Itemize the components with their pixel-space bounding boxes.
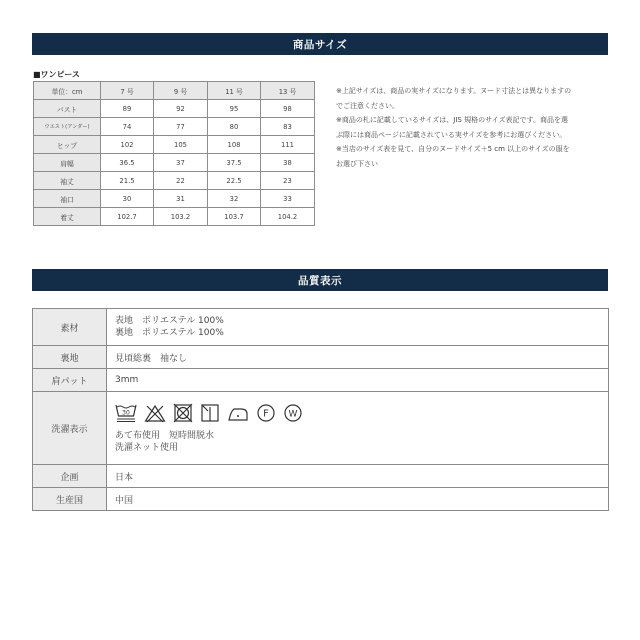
quality-label: 生産国: [33, 488, 107, 511]
measure-value: 104.2: [261, 208, 315, 226]
garment-type-label: ■ワンピース: [33, 70, 80, 79]
size-table-row: [34, 118, 315, 136]
quality-row-material: [33, 309, 609, 346]
size-table-row: [34, 208, 315, 226]
quality-table: [32, 308, 609, 511]
size-notes: [336, 84, 612, 172]
measure-value: 31: [154, 190, 208, 208]
measure-value: 38: [261, 154, 315, 172]
dry-clean-f-icon: [256, 403, 276, 423]
size-section-title: 商品サイズ: [292, 38, 348, 51]
quality-label: 肩パット: [33, 369, 107, 392]
measure-value: 21.5: [101, 172, 154, 190]
quality-row-shoulder-pad: [33, 369, 609, 392]
quality-row-planning: [33, 465, 609, 488]
measure-value: 83: [261, 118, 315, 136]
wash-temp-text: 30: [122, 409, 130, 417]
measure-value: 111: [261, 136, 315, 154]
measure-value: 33: [261, 190, 315, 208]
measure-value: 80: [208, 118, 261, 136]
measure-value: 22: [154, 172, 208, 190]
size-col-header: 9 号: [154, 82, 208, 100]
measure-label: バスト: [34, 100, 101, 118]
quality-label: 素材: [33, 309, 107, 346]
size-col-header: 11 号: [208, 82, 261, 100]
measure-value: 23: [261, 172, 315, 190]
measure-value: 32: [208, 190, 261, 208]
measure-value: 37: [154, 154, 208, 172]
quality-value: [107, 309, 609, 346]
size-unit-header: 単位：cm: [34, 82, 101, 100]
size-table-row: [34, 154, 315, 172]
care-note-line: あて布使用 短時間脱水: [115, 431, 215, 441]
measure-label: 袖丈: [34, 172, 101, 190]
quality-section-title: 品質表示: [298, 274, 342, 287]
measure-value: 102.7: [101, 208, 154, 226]
measure-value: 103.2: [154, 208, 208, 226]
quality-value: 日本: [107, 465, 609, 488]
size-section-banner: [32, 33, 608, 55]
measure-label: 袖口: [34, 190, 101, 208]
size-table-row: [34, 100, 315, 118]
care-note-line: 洗濯ネット使用: [115, 443, 179, 453]
size-note-line: でご注意ください。: [336, 101, 399, 110]
quality-section-banner: [32, 269, 608, 291]
measure-value: 105: [154, 136, 208, 154]
measure-value: 92: [154, 100, 208, 118]
measure-label: 肩幅: [34, 154, 101, 172]
quality-label: 洗濯表示: [33, 392, 107, 465]
measure-value: 74: [101, 118, 154, 136]
quality-value: 中国: [107, 488, 609, 511]
measure-value: 36.5: [101, 154, 154, 172]
measure-value: 95: [208, 100, 261, 118]
quality-label: 裏地: [33, 346, 107, 369]
measure-value: 37.5: [208, 154, 261, 172]
material-lining-line: 裏地 ポリエステル 100%: [115, 328, 224, 338]
size-table-header-row: [34, 82, 315, 100]
measure-value: 22.5: [208, 172, 261, 190]
size-table-row: [34, 190, 315, 208]
measure-value: 30: [101, 190, 154, 208]
measure-value: 108: [208, 136, 261, 154]
size-col-header: 7 号: [101, 82, 154, 100]
low-iron-icon: [227, 403, 249, 423]
measure-value: 89: [101, 100, 154, 118]
size-col-header: 13 号: [261, 82, 315, 100]
size-note-line: お選び下さい: [336, 159, 378, 168]
line-dry-shade-icon: [200, 403, 220, 423]
size-note-line: ぶ際には商品ページに記載されている実サイズを参考にお選びください。: [336, 130, 567, 139]
measure-label: ヒップ: [34, 136, 101, 154]
quality-value: 3mm: [107, 369, 609, 392]
size-note-line: ※上記サイズは、商品の実サイズになります。ヌード寸法とは異なりますの: [336, 87, 572, 95]
quality-row-care: [33, 392, 609, 465]
wet-clean-letter: W: [288, 409, 298, 420]
size-table-row: [34, 172, 315, 190]
care-icons: [115, 402, 608, 424]
material-outer-line: 表地 ポリエステル 100%: [115, 316, 224, 326]
wash-30-gentle-icon: [115, 403, 137, 423]
quality-value: 見頃総裏 袖なし: [107, 346, 609, 369]
size-table: [33, 81, 315, 226]
dry-clean-letter: F: [263, 408, 269, 420]
wet-clean-w-icon: [283, 403, 303, 423]
measure-value: 98: [261, 100, 315, 118]
quality-row-origin: [33, 488, 609, 511]
measure-value: 103.7: [208, 208, 261, 226]
size-note-line: ※当店のサイズ表を見て、自分のヌードサイズ＋5 cm 以上のサイズの服を: [336, 145, 570, 154]
measure-value: 102: [101, 136, 154, 154]
size-table-row: [34, 136, 315, 154]
measure-value: 77: [154, 118, 208, 136]
size-note-line: ※商品の札に記載しているサイズは、JIS 規格のサイズ表記です。商品を選: [336, 116, 568, 125]
measure-label: 着丈: [34, 208, 101, 226]
no-tumble-dry-icon: [173, 403, 193, 423]
quality-value: [107, 392, 609, 465]
quality-label: 企画: [33, 465, 107, 488]
no-bleach-icon: [144, 403, 166, 423]
measure-label: ウエスト(アンダー): [34, 118, 101, 136]
quality-row-lining: [33, 346, 609, 369]
